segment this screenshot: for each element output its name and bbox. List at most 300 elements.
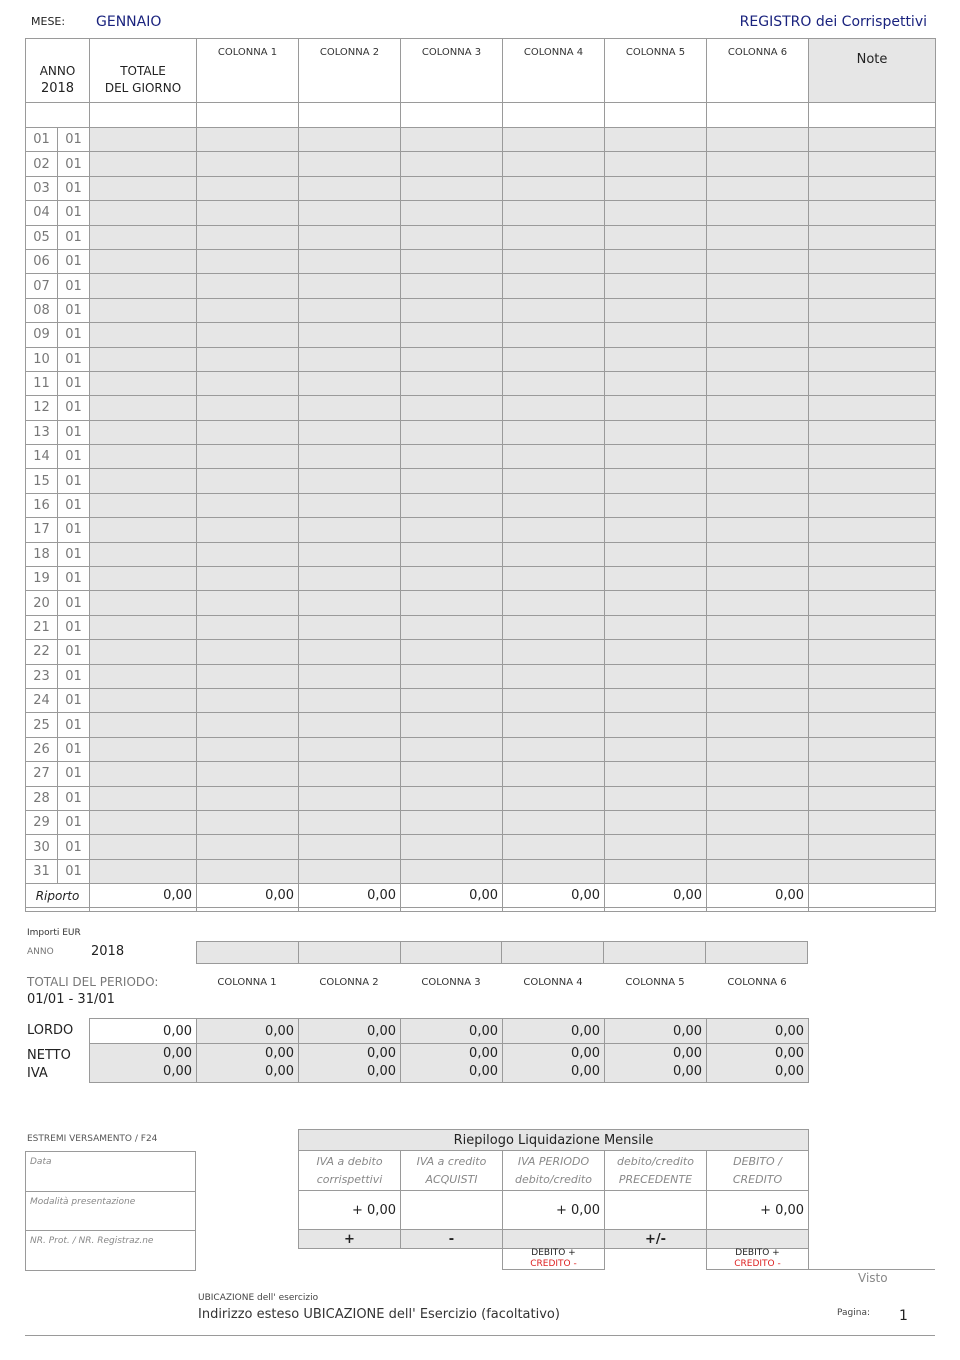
amount-cell[interactable] (90, 371, 197, 395)
amount-cell[interactable] (503, 567, 605, 591)
amount-cell[interactable] (299, 323, 401, 347)
amount-cell[interactable] (809, 469, 936, 493)
amount-cell[interactable] (299, 445, 401, 469)
amount-cell[interactable] (299, 835, 401, 859)
amount-cell[interactable] (401, 493, 503, 517)
riepilogo-value-2[interactable] (401, 1191, 503, 1230)
amount-cell[interactable] (707, 323, 809, 347)
amount-cell[interactable] (197, 518, 299, 542)
amount-cell[interactable] (197, 615, 299, 639)
prot-field[interactable]: NR. Prot. / NR. Registraz.ne (26, 1231, 196, 1271)
amount-cell[interactable] (401, 713, 503, 737)
amount-cell[interactable] (401, 274, 503, 298)
debito-credito-box-3 (502, 1248, 605, 1270)
amount-cell[interactable] (707, 810, 809, 834)
table-row (26, 371, 936, 395)
month-cell: 01 (58, 493, 90, 517)
amount-cell[interactable] (809, 786, 936, 810)
amount-cell[interactable] (605, 859, 707, 883)
amount-cell[interactable] (707, 859, 809, 883)
amount-cell[interactable] (299, 225, 401, 249)
amount-cell[interactable] (299, 786, 401, 810)
amount-cell[interactable] (299, 615, 401, 639)
amount-cell[interactable] (90, 201, 197, 225)
riepilogo-value-3[interactable]: + 0,00 (503, 1191, 605, 1230)
amount-cell[interactable] (707, 128, 809, 152)
column-header-1: COLONNA 1 (197, 39, 299, 103)
amount-cell[interactable] (197, 810, 299, 834)
amount-cell[interactable] (299, 347, 401, 371)
amount-cell[interactable] (503, 688, 605, 712)
amount-cell[interactable] (503, 493, 605, 517)
amount-cell[interactable] (707, 249, 809, 273)
amount-cell[interactable] (809, 225, 936, 249)
amount-cell[interactable] (90, 737, 197, 761)
amount-cell[interactable] (197, 152, 299, 176)
amount-cell[interactable] (605, 274, 707, 298)
amount-cell[interactable] (401, 420, 503, 444)
amount-cell[interactable] (809, 323, 936, 347)
amount-cell[interactable] (401, 762, 503, 786)
amount-cell[interactable] (707, 420, 809, 444)
iva-value: 0,00 (367, 1064, 396, 1079)
amount-cell[interactable] (299, 542, 401, 566)
amount-cell[interactable] (707, 591, 809, 615)
amount-cell[interactable] (197, 225, 299, 249)
amount-cell[interactable] (707, 469, 809, 493)
amount-cell[interactable] (90, 323, 197, 347)
amount-cell[interactable] (605, 762, 707, 786)
riepilogo-headers (299, 1151, 809, 1191)
amount-cell[interactable] (90, 542, 197, 566)
amount-cell[interactable] (503, 445, 605, 469)
amount-cell[interactable] (605, 225, 707, 249)
amount-cell[interactable] (605, 469, 707, 493)
amount-cell[interactable] (197, 176, 299, 200)
amount-cell[interactable] (503, 591, 605, 615)
amount-cell[interactable] (605, 567, 707, 591)
amount-cell[interactable] (707, 396, 809, 420)
amount-cell[interactable] (605, 323, 707, 347)
amount-cell[interactable] (299, 176, 401, 200)
amount-cell[interactable] (707, 737, 809, 761)
amount-cell[interactable] (605, 371, 707, 395)
lordo-row (90, 1019, 809, 1044)
amount-cell[interactable] (809, 518, 936, 542)
amount-cell[interactable] (197, 371, 299, 395)
amount-cell[interactable] (605, 688, 707, 712)
amount-cell[interactable] (401, 225, 503, 249)
amount-cell[interactable] (401, 396, 503, 420)
amount-cell[interactable] (197, 664, 299, 688)
amount-cell[interactable] (605, 493, 707, 517)
amount-cell[interactable] (809, 640, 936, 664)
amount-cell[interactable] (503, 518, 605, 542)
amount-cell[interactable] (503, 737, 605, 761)
amount-cell[interactable] (809, 128, 936, 152)
amount-cell[interactable] (401, 859, 503, 883)
amount-cell[interactable] (503, 152, 605, 176)
amount-cell[interactable] (605, 249, 707, 273)
amount-cell[interactable] (401, 371, 503, 395)
summary-column-header-6: COLONNA 6 (727, 977, 787, 988)
table-row (26, 859, 936, 883)
amount-cell[interactable] (707, 493, 809, 517)
amount-cell[interactable] (503, 225, 605, 249)
amount-cell[interactable] (503, 786, 605, 810)
amount-cell[interactable] (401, 445, 503, 469)
amount-cell[interactable] (90, 859, 197, 883)
amount-cell[interactable] (90, 396, 197, 420)
amount-cell[interactable] (90, 518, 197, 542)
amount-cell[interactable] (197, 323, 299, 347)
amount-cell[interactable] (90, 420, 197, 444)
amount-cell[interactable] (809, 176, 936, 200)
lordo-label: LORDO (27, 1023, 74, 1038)
amount-cell[interactable] (809, 859, 936, 883)
amount-cell[interactable] (503, 371, 605, 395)
amount-cell[interactable] (299, 567, 401, 591)
amount-cell[interactable] (503, 347, 605, 371)
amount-cell[interactable] (707, 445, 809, 469)
amount-cell[interactable] (605, 152, 707, 176)
amount-cell[interactable] (299, 396, 401, 420)
amount-cell[interactable] (605, 128, 707, 152)
amount-cell[interactable] (299, 518, 401, 542)
amount-cell[interactable] (90, 445, 197, 469)
summary-column-header-1: COLONNA 1 (217, 977, 277, 988)
amount-cell[interactable] (605, 664, 707, 688)
amount-cell[interactable] (90, 225, 197, 249)
amount-cell[interactable] (503, 420, 605, 444)
amount-cell[interactable] (503, 542, 605, 566)
amount-cell[interactable] (605, 615, 707, 639)
table-row (26, 249, 936, 273)
riepilogo-value-1[interactable]: + 0,00 (299, 1191, 401, 1230)
amount-cell[interactable] (197, 396, 299, 420)
summary-anno-label: ANNO (27, 947, 54, 957)
amount-cell[interactable] (197, 493, 299, 517)
iva-label: IVA (27, 1066, 48, 1081)
amount-cell[interactable] (299, 762, 401, 786)
amount-cell[interactable] (605, 347, 707, 371)
amount-cell[interactable] (707, 152, 809, 176)
amount-cell[interactable] (90, 176, 197, 200)
amount-cell[interactable] (809, 420, 936, 444)
amount-cell[interactable] (197, 347, 299, 371)
amount-cell[interactable] (299, 201, 401, 225)
amount-cell[interactable] (503, 713, 605, 737)
amount-cell[interactable] (503, 469, 605, 493)
amount-cell[interactable] (401, 835, 503, 859)
amount-cell[interactable] (401, 249, 503, 273)
amount-cell[interactable] (299, 591, 401, 615)
amount-cell[interactable] (605, 835, 707, 859)
amount-cell[interactable] (503, 615, 605, 639)
amount-cell[interactable] (707, 688, 809, 712)
amount-cell[interactable] (707, 176, 809, 200)
amount-cell[interactable] (707, 201, 809, 225)
amount-cell[interactable] (90, 688, 197, 712)
amount-cell[interactable] (90, 640, 197, 664)
amount-cell[interactable] (707, 640, 809, 664)
amount-cell[interactable] (503, 396, 605, 420)
amount-cell[interactable] (605, 176, 707, 200)
summary-column-header-3: COLONNA 3 (421, 977, 481, 988)
amount-cell[interactable] (401, 298, 503, 322)
amount-cell[interactable] (197, 445, 299, 469)
amount-cell[interactable] (197, 762, 299, 786)
amount-cell[interactable] (401, 591, 503, 615)
amount-cell[interactable] (197, 591, 299, 615)
amount-cell[interactable] (707, 664, 809, 688)
amount-cell[interactable] (605, 420, 707, 444)
amount-cell[interactable] (299, 859, 401, 883)
amount-cell[interactable] (299, 469, 401, 493)
amount-cell[interactable] (503, 298, 605, 322)
amount-cell[interactable] (90, 152, 197, 176)
day-cell: 23 (26, 664, 58, 688)
amount-cell[interactable] (401, 152, 503, 176)
amount-cell[interactable] (401, 176, 503, 200)
amount-cell[interactable] (299, 274, 401, 298)
amount-cell[interactable] (809, 152, 936, 176)
amount-cell[interactable] (809, 347, 936, 371)
amount-cell[interactable] (401, 201, 503, 225)
modalita-field[interactable]: Modalità presentazione (26, 1192, 196, 1231)
amount-cell[interactable] (299, 420, 401, 444)
amount-cell[interactable] (503, 810, 605, 834)
amount-cell[interactable] (197, 859, 299, 883)
table-row (26, 298, 936, 322)
amount-cell[interactable] (299, 371, 401, 395)
riepilogo-values (299, 1191, 809, 1230)
footer-line (25, 1335, 935, 1336)
day-cell: 15 (26, 469, 58, 493)
riepilogo-header-1: IVA a debito corrispettivi (299, 1151, 401, 1191)
amount-cell[interactable] (503, 762, 605, 786)
amount-cell[interactable] (90, 249, 197, 273)
amount-cell[interactable] (809, 371, 936, 395)
amount-cell[interactable] (90, 786, 197, 810)
riepilogo-value-5[interactable]: + 0,00 (707, 1191, 809, 1230)
riepilogo-value-4[interactable] (605, 1191, 707, 1230)
amount-cell[interactable] (90, 713, 197, 737)
amount-cell[interactable] (197, 567, 299, 591)
amount-cell[interactable] (197, 713, 299, 737)
day-cell: 24 (26, 688, 58, 712)
amount-cell[interactable] (707, 615, 809, 639)
amount-cell[interactable] (197, 201, 299, 225)
amount-cell[interactable] (503, 640, 605, 664)
amount-cell[interactable] (707, 225, 809, 249)
amount-cell[interactable] (605, 737, 707, 761)
amount-cell[interactable] (299, 664, 401, 688)
table-row (26, 323, 936, 347)
amount-cell[interactable] (197, 640, 299, 664)
amount-cell[interactable] (401, 128, 503, 152)
amount-cell[interactable] (503, 176, 605, 200)
amount-cell[interactable] (401, 786, 503, 810)
month-cell: 01 (58, 567, 90, 591)
amount-cell[interactable] (90, 810, 197, 834)
amount-cell[interactable] (401, 810, 503, 834)
column-header-5: COLONNA 5 (605, 39, 707, 103)
amount-cell[interactable] (809, 396, 936, 420)
amount-cell[interactable] (503, 249, 605, 273)
amount-cell[interactable] (90, 493, 197, 517)
amount-cell[interactable] (401, 567, 503, 591)
amount-cell[interactable] (707, 347, 809, 371)
amount-cell[interactable] (707, 542, 809, 566)
amount-cell[interactable] (809, 664, 936, 688)
amount-cell[interactable] (197, 469, 299, 493)
amount-cell[interactable] (809, 737, 936, 761)
amount-cell[interactable] (197, 274, 299, 298)
day-cell: 05 (26, 225, 58, 249)
amount-cell[interactable] (299, 128, 401, 152)
amount-cell[interactable] (809, 835, 936, 859)
month-cell: 01 (58, 445, 90, 469)
amount-cell[interactable] (401, 688, 503, 712)
amount-cell[interactable] (809, 445, 936, 469)
amount-cell[interactable] (809, 298, 936, 322)
amount-cell[interactable] (605, 298, 707, 322)
amount-cell[interactable] (605, 201, 707, 225)
amount-cell[interactable] (605, 518, 707, 542)
month-cell: 01 (58, 640, 90, 664)
data-field[interactable]: Data (26, 1152, 196, 1192)
amount-cell[interactable] (503, 201, 605, 225)
amount-cell[interactable] (401, 518, 503, 542)
amount-cell[interactable] (299, 493, 401, 517)
amount-cell[interactable] (809, 615, 936, 639)
riporto-note (809, 884, 936, 908)
amount-cell[interactable] (503, 274, 605, 298)
header-row (26, 39, 936, 103)
amount-cell[interactable] (605, 542, 707, 566)
amount-cell[interactable] (197, 835, 299, 859)
amount-cell[interactable] (809, 688, 936, 712)
credito-label-3: CREDITO - (530, 1259, 577, 1269)
amount-cell[interactable] (707, 835, 809, 859)
amount-cell[interactable] (401, 615, 503, 639)
amount-cell[interactable] (299, 713, 401, 737)
amount-cell[interactable] (605, 445, 707, 469)
amount-cell[interactable] (90, 298, 197, 322)
mese-value: GENNAIO (96, 14, 162, 30)
amount-cell[interactable] (503, 664, 605, 688)
amount-cell[interactable] (503, 835, 605, 859)
amount-cell[interactable] (707, 371, 809, 395)
amount-cell[interactable] (809, 591, 936, 615)
amount-cell[interactable] (605, 713, 707, 737)
amount-cell[interactable] (401, 737, 503, 761)
amount-cell[interactable] (197, 542, 299, 566)
amount-cell[interactable] (401, 664, 503, 688)
amount-cell[interactable] (197, 249, 299, 273)
amount-cell[interactable] (401, 323, 503, 347)
summary-column-header-2: COLONNA 2 (319, 977, 379, 988)
amount-cell[interactable] (809, 762, 936, 786)
amount-cell[interactable] (197, 298, 299, 322)
amount-cell[interactable] (809, 274, 936, 298)
amount-cell[interactable] (90, 128, 197, 152)
amount-cell[interactable] (401, 469, 503, 493)
amount-cell[interactable] (90, 567, 197, 591)
iva-value: 0,00 (469, 1064, 498, 1079)
amount-cell[interactable] (197, 420, 299, 444)
month-cell: 01 (58, 542, 90, 566)
amount-cell[interactable] (707, 713, 809, 737)
amount-cell[interactable] (605, 591, 707, 615)
table-row (26, 420, 936, 444)
amount-cell[interactable] (707, 274, 809, 298)
amount-cell[interactable] (401, 640, 503, 664)
day-cell: 03 (26, 176, 58, 200)
amount-cell[interactable] (197, 688, 299, 712)
amount-cell[interactable] (605, 810, 707, 834)
amount-cell[interactable] (809, 810, 936, 834)
amount-cell[interactable] (90, 762, 197, 786)
amount-cell[interactable] (809, 201, 936, 225)
amount-cell[interactable] (707, 786, 809, 810)
amount-cell[interactable] (503, 323, 605, 347)
table-row (26, 810, 936, 834)
amount-cell[interactable] (707, 762, 809, 786)
summary-column-header-4: COLONNA 4 (523, 977, 583, 988)
amount-cell[interactable] (299, 810, 401, 834)
amount-cell[interactable] (401, 347, 503, 371)
amount-cell[interactable] (809, 567, 936, 591)
amount-cell[interactable] (299, 688, 401, 712)
amount-cell[interactable] (503, 128, 605, 152)
netto-iva-cell (299, 1044, 401, 1083)
amount-cell[interactable] (197, 128, 299, 152)
amount-cell[interactable] (401, 542, 503, 566)
amount-cell[interactable] (809, 542, 936, 566)
netto-iva-cell (503, 1044, 605, 1083)
amount-cell[interactable] (90, 274, 197, 298)
day-cell: 27 (26, 762, 58, 786)
amount-cell[interactable] (90, 664, 197, 688)
amount-cell[interactable] (299, 249, 401, 273)
amount-cell[interactable] (299, 640, 401, 664)
amount-cell[interactable] (605, 786, 707, 810)
amount-cell[interactable] (605, 396, 707, 420)
amount-cell[interactable] (299, 737, 401, 761)
amount-cell[interactable] (299, 152, 401, 176)
amount-cell[interactable] (90, 469, 197, 493)
amount-cell[interactable] (299, 298, 401, 322)
amount-cell[interactable] (90, 835, 197, 859)
amount-cell[interactable] (90, 591, 197, 615)
amount-cell[interactable] (809, 249, 936, 273)
amount-cell[interactable] (197, 786, 299, 810)
amount-cell[interactable] (707, 518, 809, 542)
riporto-value: 0,00 (401, 884, 503, 908)
amount-cell[interactable] (809, 713, 936, 737)
amount-cell[interactable] (707, 298, 809, 322)
amount-cell[interactable] (605, 640, 707, 664)
amount-cell[interactable] (809, 493, 936, 517)
riepilogo-header-2: IVA a credito ACQUISTI (401, 1151, 503, 1191)
amount-cell[interactable] (90, 347, 197, 371)
amount-cell[interactable] (503, 859, 605, 883)
amount-cell[interactable] (197, 737, 299, 761)
amount-cell[interactable] (90, 615, 197, 639)
amount-cell[interactable] (707, 567, 809, 591)
